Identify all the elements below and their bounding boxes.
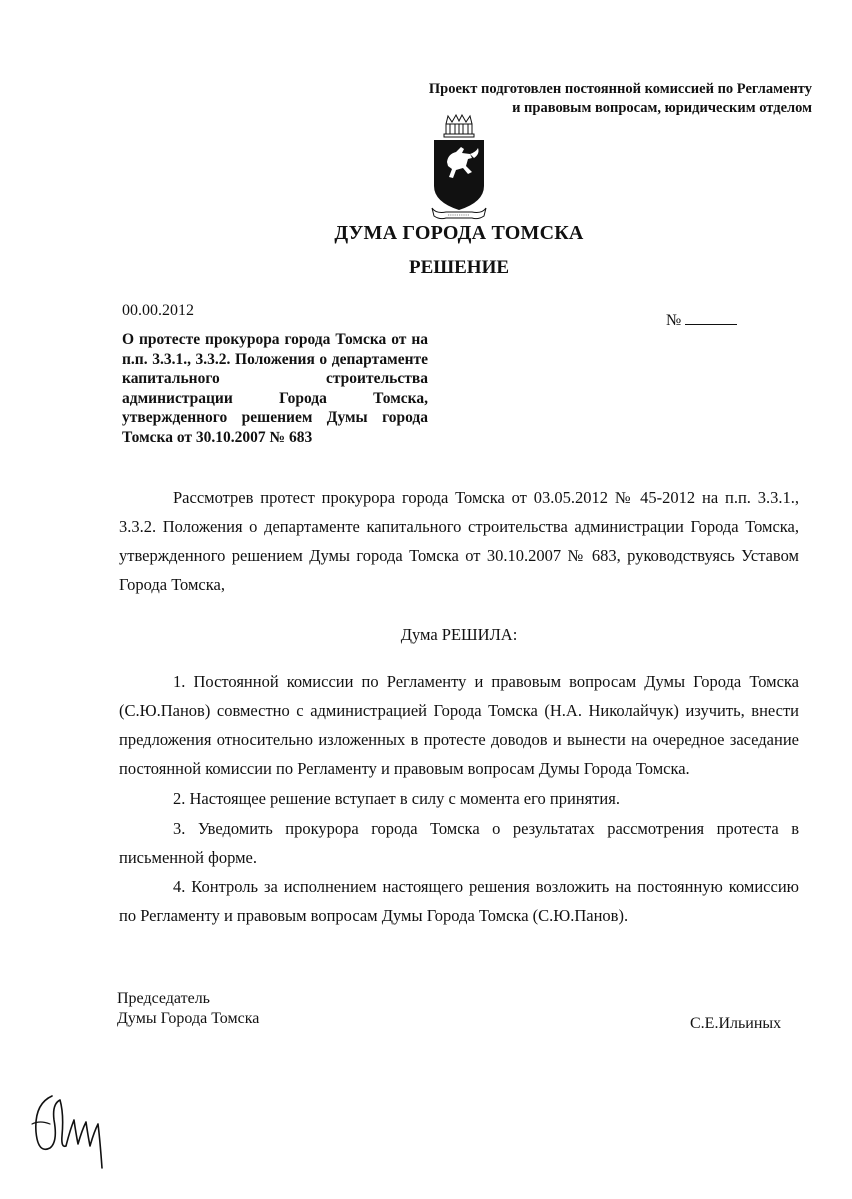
handwritten-signature [28, 1090, 114, 1170]
number-label: № [666, 312, 682, 329]
decision-heading: РЕШЕНИЕ [408, 257, 510, 278]
item-1: 1. Постоянной комиссии по Регламенту и правовым вопросам Думы Города Томска (С.Ю.Панов) совместно с администрацией Города Томска (Н.А. Николайчук) изучить, внести предложения относительно изложенных в протесте доводов и вынести на очередное заседание постоянной комиссии по Регламенту и правовым вопросам Думы Города Томска. [119, 672, 799, 778]
decision-date: 00.00.2012 [122, 302, 194, 319]
signatory-title-line-1: Председатель [117, 990, 210, 1007]
duma-title: ДУМА ГОРОДА ТОМСКА [334, 222, 584, 244]
project-note-line-2: и правовым вопросам, юридическим отделом [512, 100, 812, 116]
number-blank [685, 312, 737, 325]
decision-number [666, 312, 737, 330]
project-note [352, 80, 812, 118]
signatory-name: С.Е.Ильиных [690, 1015, 782, 1032]
signatory-title-line-2: Думы Города Томска [117, 1010, 260, 1027]
preamble-paragraph: Рассмотрев протест прокурора города Томска от 03.05.2012 № 45-2012 на п.п. 3.3.1., 3.3.2. Положения о департаменте капитального строительства администрации Города Томска, утвержденного решением Думы города Томска от 30.10.2007 № 683, руководствуясь Уставом Города Томска, [119, 488, 799, 594]
item-3: 3. Уведомить прокурора города Томска о результатах рассмотрения протеста в письменной форме. [119, 819, 799, 867]
decision-subject: О протесте прокурора города Томска от на п.п. 3.3.1., 3.3.2. Положения о департаменте капитального строительства администрации Города Томска, утвержденного решением Думы города Томска от 30.10.2007 № 683 [122, 331, 428, 446]
signatory-title [117, 989, 259, 1029]
project-note-line-1: Проект подготовлен постоянной комиссией по Регламенту [428, 81, 812, 97]
item-4: 4. Контроль за исполнением настоящего решения возложить на постоянную комиссию по Регламенту и правовым вопросам Думы Города Томска (С.Ю.Панов). [119, 877, 799, 925]
tomsk-coat-of-arms-icon [426, 114, 492, 222]
item-2: 2. Настоящее решение вступает в силу с момента его принятия. [173, 789, 620, 808]
resolved-heading: Дума РЕШИЛА: [400, 625, 518, 644]
